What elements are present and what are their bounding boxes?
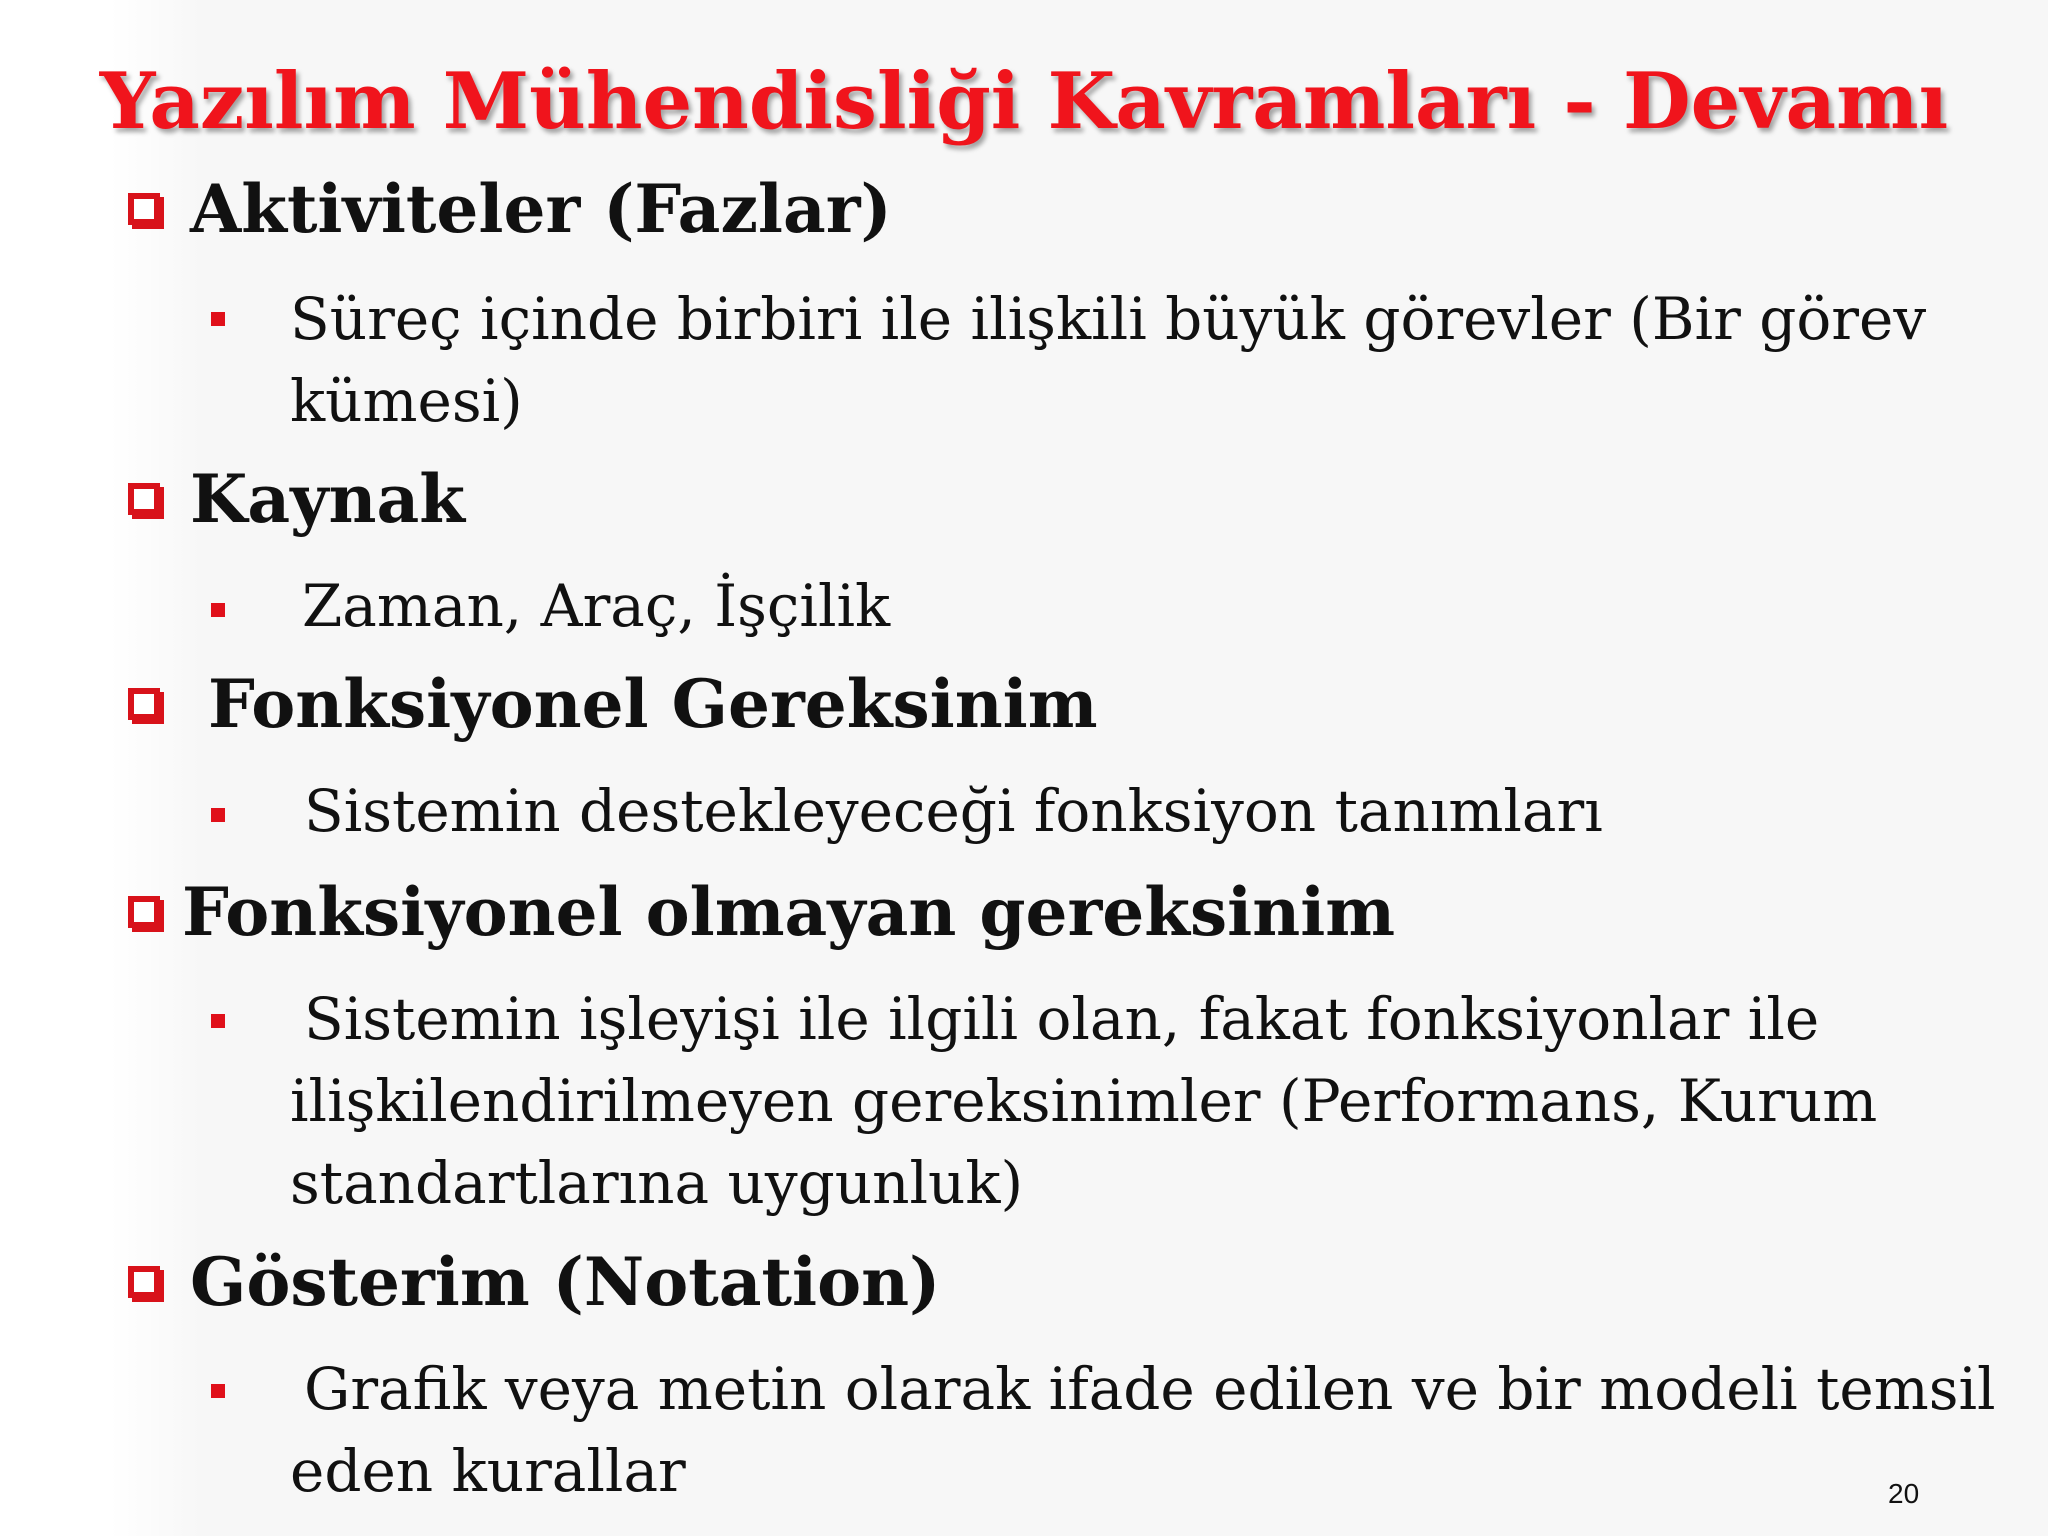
body-line: kümesi) <box>290 367 523 435</box>
square-bullet-icon <box>211 312 225 326</box>
square-bullet-icon <box>211 1014 225 1028</box>
heading-text: Fonksiyonel Gereksinim <box>208 665 1098 743</box>
body-line: Zaman, Araç, İşçilik <box>302 572 891 640</box>
body-line: eden kurallar <box>290 1437 686 1505</box>
body-line: ilişkilendirilmeyen gereksinimler (Performans, Kurum <box>290 1067 1878 1135</box>
body-line: Grafik veya metin olarak ifade edilen ve bir modeli temsil <box>304 1355 1996 1423</box>
heading-text: Kaynak <box>190 460 465 538</box>
checkbox-bullet-icon <box>128 193 160 225</box>
body-line: Sistemin işleyişi ile ilgili olan, fakat fonksiyonlar ile <box>304 985 1820 1053</box>
section-heading-notation <box>128 1243 940 1321</box>
heading-text: Gösterim (Notation) <box>190 1243 941 1321</box>
body-line: Sistemin destekleyeceği fonksiyon tanımları <box>304 777 1603 845</box>
body-line: standartlarına uygunluk) <box>290 1149 1024 1217</box>
section-body-nonfunctional-requirement <box>290 978 1877 1224</box>
checkbox-bullet-icon <box>128 1266 160 1298</box>
heading-text: Aktiviteler (Fazlar) <box>190 170 892 248</box>
section-body-resource <box>302 565 890 647</box>
section-heading-activities <box>128 170 892 248</box>
checkbox-bullet-icon <box>128 688 160 720</box>
section-body-notation <box>290 1348 1996 1512</box>
checkbox-bullet-icon <box>128 483 160 515</box>
body-line: Süreç içinde birbiri ile ilişkili büyük görevler (Bir görev <box>290 285 1927 353</box>
heading-text: Fonksiyonel olmayan gereksinim <box>182 873 1396 951</box>
section-heading-nonfunctional-requirement <box>128 873 1395 951</box>
section-body-functional-requirement <box>304 770 1603 852</box>
section-body-activities <box>290 278 1926 442</box>
section-heading-resource <box>128 460 465 538</box>
square-bullet-icon <box>211 808 225 822</box>
slide-title: Yazılım Mühendisliği Kavramları - Devamı <box>99 56 1949 147</box>
square-bullet-icon <box>211 1384 225 1398</box>
section-heading-functional-requirement <box>128 665 1098 743</box>
square-bullet-icon <box>211 603 225 617</box>
checkbox-bullet-icon <box>128 896 160 928</box>
page-number: 20 <box>1888 1478 1920 1509</box>
